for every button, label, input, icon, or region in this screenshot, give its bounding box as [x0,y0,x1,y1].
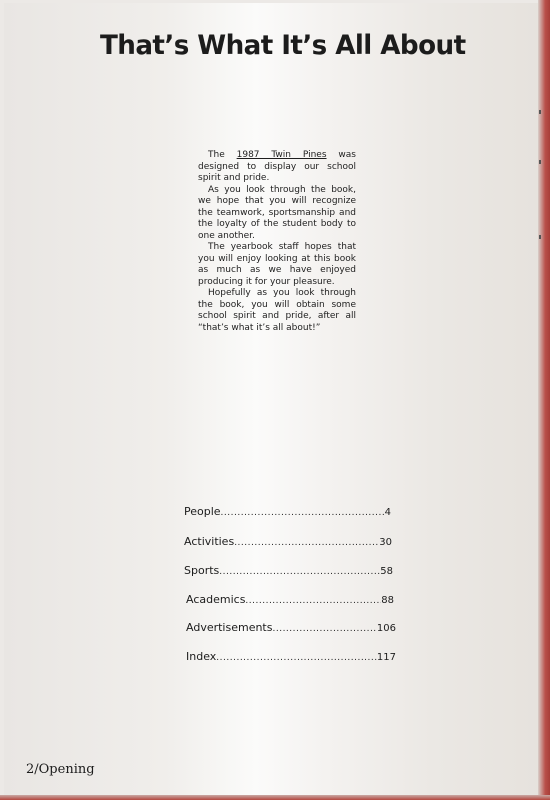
toc-page-number: 4 [384,507,391,518]
toc-item-people[interactable] [184,505,391,519]
page-folio: 2/Opening [26,762,95,777]
toc-page-number: 106 [376,623,396,634]
paper-sheet [4,3,540,796]
toc-leader-dots [272,624,376,634]
cover-edge [538,0,550,800]
binding-mark [539,110,541,114]
toc-leader-dots [219,567,380,577]
toc-page-number: 30 [379,537,392,548]
toc-item-activities[interactable] [184,535,392,549]
intro-paragraph-3: The yearbook staff hopes that you will enjoy looking at this book as much as we have enjoyed producing it for your pleasure. [198,242,356,287]
toc-item-academics[interactable] [186,593,394,607]
binding-mark [539,160,541,164]
toc-label: Advertisements [186,621,273,634]
toc-leader-dots [221,508,385,518]
intro-p1-suffix: was designed to display our school spirit and pride. [198,150,356,183]
intro-p1-prefix: The [208,150,237,160]
yearbook-name: 1987 Twin Pines [236,150,327,160]
toc-label: Activities [184,535,235,548]
toc-item-index[interactable] [186,650,396,664]
cover-bottom-edge [0,795,550,800]
intro-text [198,150,356,334]
toc-page-number: 88 [381,595,394,606]
toc-label: Academics [186,593,246,606]
toc-leader-dots [234,538,379,548]
toc-page-number: 117 [376,652,396,663]
toc-page-number: 58 [380,566,393,577]
binding-mark [539,235,541,239]
toc-item-advertisements[interactable] [186,621,396,635]
toc-item-sports[interactable] [184,564,393,578]
intro-paragraph-2: As you look through the book, we hope that you will recognize the teamwork, sportsmanship and the loyalty of the student body to one another. [198,184,356,241]
toc-label: Index [186,650,217,663]
toc-label: Sports [184,564,220,577]
intro-paragraph-1 [198,150,356,185]
page-title: That’s What It’s All About [100,30,466,61]
toc-leader-dots [245,596,381,606]
intro-paragraph-4: Hopefully as you look through the book, you will obtain some school spirit and pride, after all “that’s what it’s all about!” [198,288,356,333]
toc-leader-dots [216,653,377,663]
toc-label: People [184,505,221,518]
